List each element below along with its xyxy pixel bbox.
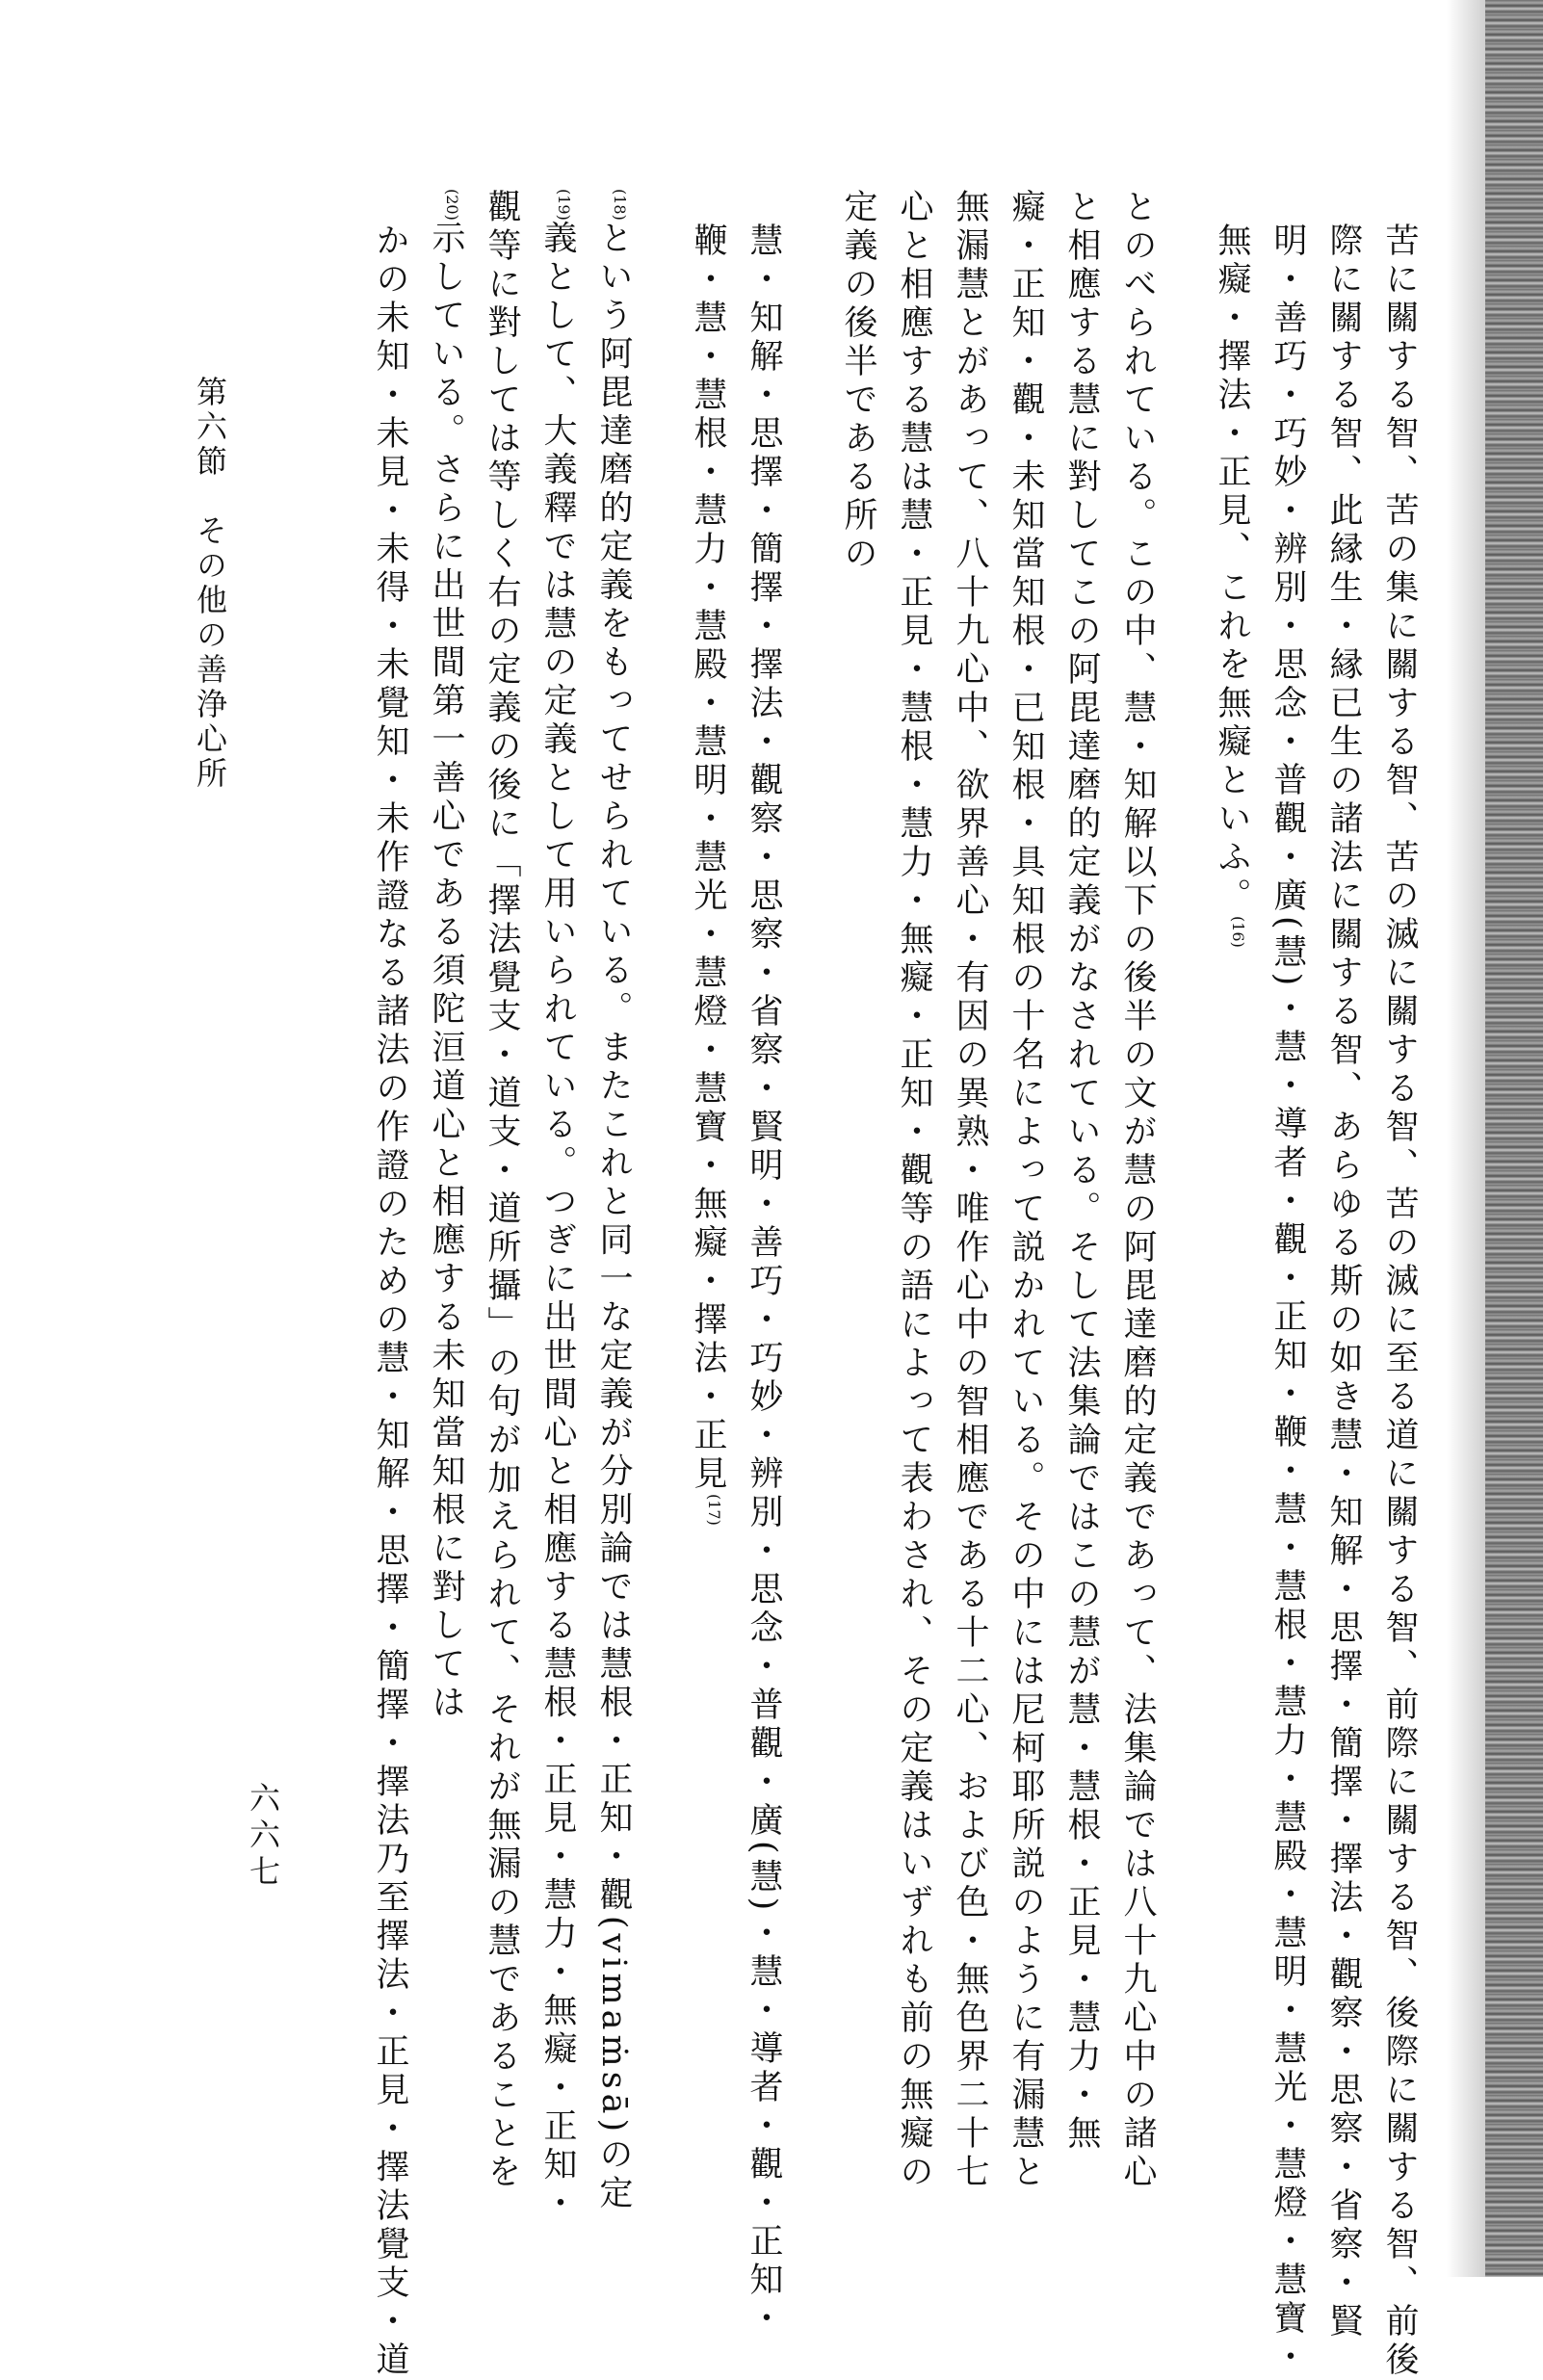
footnote-ref[interactable]: (17) — [705, 1494, 723, 1526]
text-line: 無漏慧とがあって、八十九心中、欲界善心・有因の異熟・唯作心中の智相應である十二心、および色・無色界二十七 — [951, 189, 989, 2192]
body-text — [362, 189, 1427, 2380]
scan-shadow — [1447, 0, 1485, 2277]
footnote-ref[interactable]: (18) — [611, 189, 629, 221]
running-head — [188, 376, 232, 792]
text-line: 際に關する智、此縁生・縁已生の諸法に關する智、あらゆる斯の如き慧・知解・思擇・簡擇・擇法・觀察・思察・省察・賢 — [1324, 222, 1363, 2341]
text-line: 定義の後半である所の — [839, 189, 877, 574]
text-line: 無癡・擇法・正見、これを無癡といふ。$^{(16)}$ — [1213, 222, 1251, 948]
scan-edge — [1485, 0, 1543, 2277]
text-line: 明・善巧・巧妙・辨別・思念・普觀・廣(慧)・慧・導者・觀・正知・鞭・慧・慧根・慧力・慧殿・慧明・慧光・慧燈・慧寶・ — [1268, 222, 1307, 2378]
section-label: 第六節 — [192, 376, 228, 480]
footnote-ref[interactable]: (20) — [443, 189, 461, 221]
footnote-ref[interactable]: (16) — [1229, 916, 1247, 948]
text-line: $^{(19)}$義として、大義釋では慧の定義として用いられている。つぎに出世間心と相應する慧根・正見・慧力・無癡・正知・ — [538, 189, 577, 2224]
text-line: とのべられている。この中、慧・知解以下の後半の文が慧の阿毘達磨的定義であって、法集論では八十九心中の諸心 — [1118, 189, 1157, 2192]
text-line: $^{(18)}$という阿毘達磨的定義をもってせられている。またこれと同一な定義が分別論では慧根・正知・觀(vimaṁsā)の定 — [594, 189, 633, 2214]
footnote-ref[interactable]: (19) — [555, 189, 573, 221]
section-title: その他の善浄心所 — [192, 514, 228, 792]
text-line: 苦に關する智、苦の集に關する智、苦の滅に關する智、苦の滅に至る道に關する智、前際に關する智、後際に關する智、前後 — [1380, 222, 1419, 2380]
text-line: $^{(20)}$示している。さらに出世間第一善心である須陀洹道心と相應する未知當知根に對しては — [427, 189, 465, 1723]
page-number: 六六七 — [245, 1782, 281, 1892]
text-line: と相應する慧に對してこの阿毘達磨的定義がなされている。そして法集論ではこの慧が慧・慧根・正見・慧力・無 — [1062, 189, 1101, 2154]
text-line: かの未知・未見・未得・未覺知・未作證なる諸法の作證のための慧・知解・思擇・簡擇・擇法乃至擇法・正見・擇法覺支・道 — [371, 222, 409, 2380]
paragraph-gap — [641, 189, 680, 2000]
paragraph-gap — [792, 189, 830, 2000]
text-line: 觀等に對しては等しく右の定義の後に「擇法覺支・道支・道所攝」の句が加えられて、それが無漏の慧であることを — [483, 189, 521, 2192]
text-line: 癡・正知・觀・未知當知根・已知根・具知根の十名によって説かれている。その中には尼柯耶所説のように有漏慧と — [1007, 189, 1045, 2192]
paragraph-gap — [1165, 189, 1204, 2000]
text-line: 慧・知解・思擇・簡擇・擇法・觀察・思察・省察・賢明・善巧・巧妙・辨別・思念・普觀・廣(慧)・慧・導者・觀・正知・ — [745, 222, 783, 2340]
text-line: 心と相應する慧は慧・正見・慧根・慧力・無癡・正知・觀等の語によって表わされ、その定義はいずれも前の無癡の — [895, 189, 933, 2192]
text-line: 鞭・慧・慧根・慧力・慧殿・慧明・慧光・慧燈・慧寶・無癡・擇法・正見$^{(17)}$ — [689, 222, 727, 1526]
